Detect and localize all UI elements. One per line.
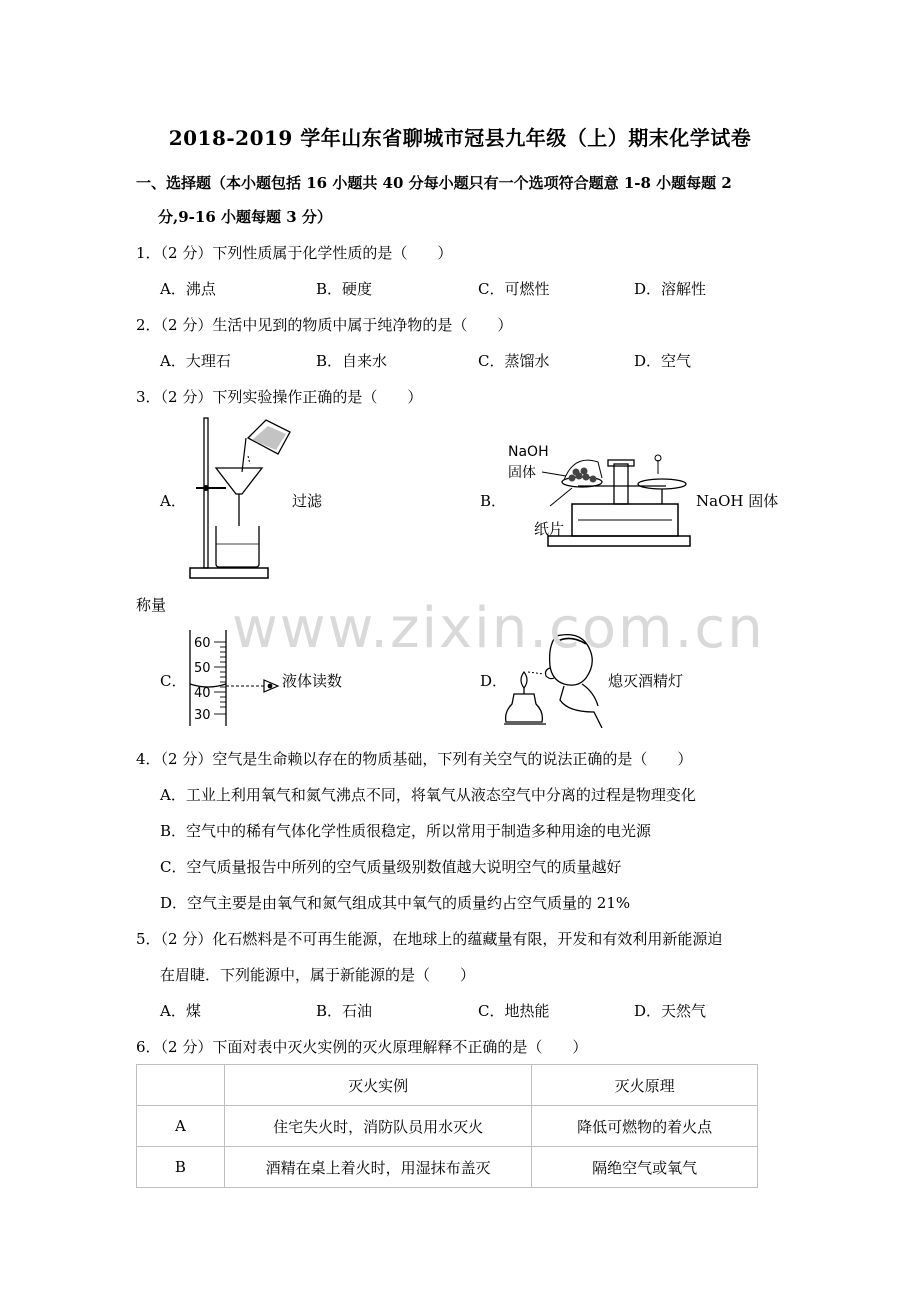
watermark: www.zixin.com.cn <box>232 596 765 661</box>
q1-option-c: C．可燃性 <box>478 280 550 298</box>
q1-option-b: B．硬度 <box>316 280 373 298</box>
table-header-cell <box>137 1065 225 1106</box>
table-row <box>137 1147 758 1188</box>
q2-option-b: B．自来水 <box>316 352 388 370</box>
q4-option-c: C．空气质量报告中所列的空气质量级别数值越大说明空气的质量越好 <box>160 858 622 876</box>
table-header-row <box>137 1065 758 1106</box>
q3-stem: 3．（2 分）下列实验操作正确的是（ ） <box>136 388 423 406</box>
table-header-cell: 灭火原理 <box>532 1065 758 1106</box>
q3-b-letter: B． <box>480 492 507 510</box>
fire-extinguishing-table <box>136 1064 758 1188</box>
table-cell: 酒精在桌上着火时，用湿抹布盖灭 <box>224 1147 532 1188</box>
q3-b-text: NaOH 固体 <box>696 492 779 510</box>
table-cell: 住宅失火时，消防队员用水灭火 <box>224 1106 532 1147</box>
filtration-apparatus-figure <box>186 414 292 582</box>
q4-option-d: D．空气主要是由氧气和氮气组成其中氧气的质量约占空气质量的 21% <box>160 894 631 912</box>
q2-option-c: C．蒸馏水 <box>478 352 550 370</box>
table-cell: 隔绝空气或氧气 <box>532 1147 758 1188</box>
section-heading-line1: 一、选择题（本小题包括 16 小题共 40 分每小题只有一个选项符合题意 1-8 小题每题 2 <box>136 174 732 192</box>
section-heading-line2: 分,9-16 小题每题 3 分） <box>158 208 332 226</box>
q2-stem: 2．（2 分）生活中见到的物质中属于纯净物的是（ ） <box>136 316 513 334</box>
q5-stem-line2: 在眉睫．下列能源中，属于新能源的是（ ） <box>160 966 476 984</box>
table-cell: A <box>137 1106 225 1147</box>
balance-label-solid: 固体 <box>508 465 536 481</box>
q3-d-letter: D． <box>480 672 508 690</box>
cylinder-tick-30: 30 <box>194 708 211 723</box>
exam-title: 2018-2019 学年山东省聊城市冠县九年级（上）期末化学试卷 <box>168 126 752 150</box>
q3-c-letter: C． <box>160 672 187 690</box>
balance-label-paper: 纸片 <box>534 520 565 538</box>
q5-option-b: B．石油 <box>316 1002 373 1020</box>
q3-d-text: 熄灭酒精灯 <box>608 672 684 690</box>
table-header-cell: 灭火实例 <box>224 1065 532 1106</box>
q3-b-continuation: 称量 <box>136 596 167 614</box>
q3-c-text: 液体读数 <box>282 672 343 690</box>
balance-label-naoh: NaOH <box>508 444 549 460</box>
q4-option-a: A．工业上利用氧气和氮气沸点不同，将氧气从液态空气中分离的过程是物理变化 <box>160 786 696 804</box>
q3-a-letter: A． <box>160 492 186 510</box>
q5-option-c: C．地热能 <box>478 1002 550 1020</box>
q1-option-a: A．沸点 <box>160 280 216 298</box>
q5-option-d: D．天然气 <box>634 1002 707 1020</box>
cylinder-tick-50: 50 <box>194 661 211 676</box>
blowing-out-lamp-figure <box>498 632 606 728</box>
q3-a-text: 过滤 <box>292 492 323 510</box>
table-cell: B <box>137 1147 225 1188</box>
q5-option-a: A．煤 <box>160 1002 201 1020</box>
q2-option-a: A．大理石 <box>160 352 231 370</box>
q6-stem: 6．（2 分）下面对表中灭火实例的灭火原理解释不正确的是（ ） <box>136 1038 588 1056</box>
q1-stem: 1．（2 分）下列性质属于化学性质的是（ ） <box>136 244 453 262</box>
q5-stem-line1: 5．（2 分）化石燃料是不可再生能源，在地球上的蕴藏量有限，开发和有效利用新能源迫 <box>136 930 723 948</box>
cylinder-tick-60: 60 <box>194 636 211 651</box>
table-row <box>137 1106 758 1147</box>
q4-option-b: B．空气中的稀有气体化学性质很稳定，所以常用于制造多种用途的电光源 <box>160 822 652 840</box>
table-cell: 降低可燃物的着火点 <box>532 1106 758 1147</box>
q1-option-d: D．溶解性 <box>634 280 707 298</box>
q2-option-d: D．空气 <box>634 352 692 370</box>
q4-stem: 4．（2 分）空气是生命赖以存在的物质基础，下列有关空气的说法正确的是（ ） <box>136 750 693 768</box>
cylinder-tick-40: 40 <box>194 686 211 701</box>
